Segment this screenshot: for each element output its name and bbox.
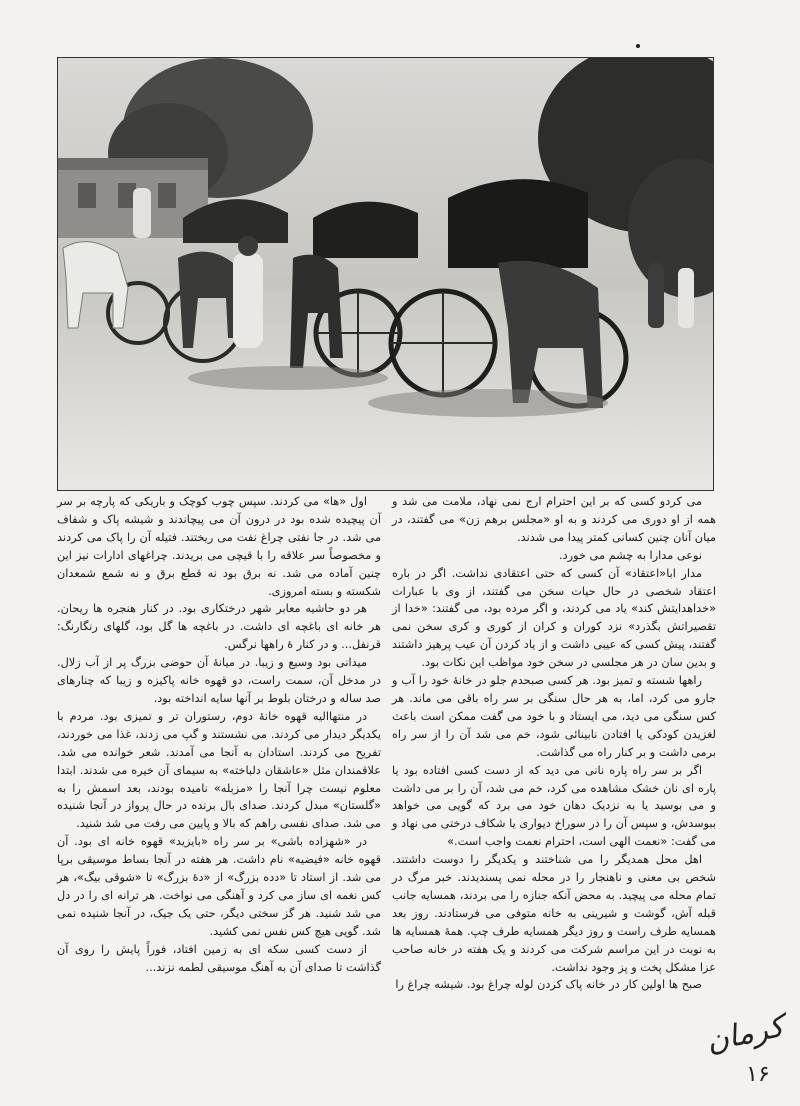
paragraph: در منتهاالیه قهوه خانهٔ دوم، رستوران تر و تمیزی بود. مردم با یکدیگر دیدار می کردند. می نشستند و گپ می زدند، غذا می خوردند، تفریح می کردند. استادان به آنجا می آمدند. شعر خوانده می شد. علاقمندان مثل «عاشقان دلباخته» به سیمای آن خیره می شدند. ابتدا معلوم نیست چرا آنجا را «مزبله» نامیده بودند، بعد اسمش را به «گلستان» مبدل کردند. صدای بال برنده در حال پرواز در آنجا شنیده می شد. صدای نفسی راهم که بالا و پایین می رفت می شد شنید. [57,709,381,831]
text-column-left [57,493,381,976]
paragraph: هر دو حاشیه معابر شهر درختکاری بود. در کنار هنجره ها ریحان. هر خانه ای باغچه ای داشت. در باغچه ها گل بود، گلهای رنگارنگ: قرنفل... و در کنار هٔ راهها نرگس. [57,602,381,652]
photo-horse-carriages [58,58,713,490]
paragraph: میدانی بود وسیع و زیبا. در میانهٔ آن حوضی بزرگ پر از آب زلال. در مدخل آن، سمت راست، دو قهوه خانه پاکیزه و زیبا که چنارهای صد ساله و درختان بلوط بر آنها سایه انداخته بود. [57,656,381,705]
paragraph: صبح ها اولین کار در خانه پاک کردن لوله چراغ بود. شیشه چراغ را [395,978,702,992]
page-number: ۱۶ [746,1062,770,1087]
page-mark-dot [636,44,640,48]
text-column-right [392,493,716,994]
carriages-photo [57,57,714,491]
paragraph: در «شهزاده باشی» بر سر راه «بایزید» قهوه خانه ای بود. آن قهوه خانه «فیضیه» نام داشت. هر هفته در آنجا بساط موسیقی برپا می شد. از استاد تا «دده بزرگ» از «دهٔ بزرگ» تا «شوقی بیگ»، هر کس نغمه ای ساز می کرد و آهنگی می نواخت. هر ترانه ای را در دل می شد شنید. هر گز سختی دیگر، حتی یک جیک، در آنجا شنیده نمی شد. گویی هیچ کس نفس نمی کشید. [57,835,381,938]
paragraph: مدار ابا«اعتقاد» آن کسی که حتی اعتقادی نداشت. اگر در باره اعتقاد شخصی در حال حیات سخن می گفتند، از وی با عبارات «خداهدایتش کند» یاد می کردند، و اگر مرده بود، می گفتند: «خدا از تقصیراتش بگذرد» نزد کوران و کران از کوری و کری سخن نمی گفتند، پیش کسی که عیبی داشت و از یاد کردن آن عیب پرهیز داشتند و بدین سان در هر مجلسی در سخن خود مواظب این نکات بود. [392,566,716,670]
paragraph: از دست کسی سکه ای به زمین افتاد، فوراً پایش را روی آن گذاشت تا صدای آن به آهنگ موسیقی لطمه نزند... [57,942,381,974]
paragraph: اول «ها» می کردند. سپس چوب کوچک و باریکی که پارچه بر سر آن پیچیده شده بود در درون آن می پیچاندند و شیشه پاک و شفاف می شد. در جا نفتی چراغ نفت می ریختند. فتیله آن را پاک می کردند و مخصوصاً سر علاقه را با قیچی می بریدند. چراغهای ادارات نیز این چنین آماده می شد. نه برق بود نه قطع برق و نه شمع شمعدان شکسته و بسته امروزی. [57,495,381,598]
magazine-brand: کرمان [703,1008,787,1060]
paragraph: نوعی مدارا به چشم می خورد. [559,548,702,562]
paragraph: راهها شسته و تمیز بود. هر کسی صبحدم جلو در خانهٔ خود را آب و جارو می کرد، اما، به هر حال سنگی بر سر راه باقی می ماند. هر کس سنگی می دید، می ایستاد و با خود می گفت ممکن است باعث لغزیدن کودکی یا افتادن نابینائی شود، خم می شد آن را از سر راه برمی داشت و بر کنار راه می گذاشت. [392,674,716,759]
paragraph: می کردو کسی که بر این احترام ارج نمی نهاد، ملامت می شد و همه از او دوری می کردند و به او «مجلس برهم زن» می گفتند، در میان آنان چنین کسانی کمتر پیدا می شدند. [392,495,716,544]
paragraph: اگر بر سر راه پاره نانی می دید که از دست کسی افتاده بود یا پاره ای نان خشک مشاهده می کرد، خم می شد، آن را بر می داشت و می بوسید یا به نزدیک دهان خود می برد که گویی می خواهد ببوسدش، و سپس آن را در سوراخ دیواری یا شکاف درختی می نهاد و می گفت: «نعمت الهی است، احترام نعمت واجب است.» [392,763,716,849]
paragraph: اهل محل همدیگر را می شناختند و یکدیگر را دوست داشتند. شخص بی معنی و ناهنجار را در محله نمی پسندیدند. خبر مرگ در تمام محله می پیچید. به محض آنکه جنازه را می بردند، همسایه جانب قبله آش، گوشت و شیرینی به خانه متوفی می فرستادند. روز بعد همسایه طرف راست و روز دیگر همسایه طرف چپ. همهٔ همسایه ها به نوبت در این مراسم شرکت می کردند و یک هفته در خانه صاحب عزا مشکل پخت و پز وجود نداشت. [392,853,716,974]
